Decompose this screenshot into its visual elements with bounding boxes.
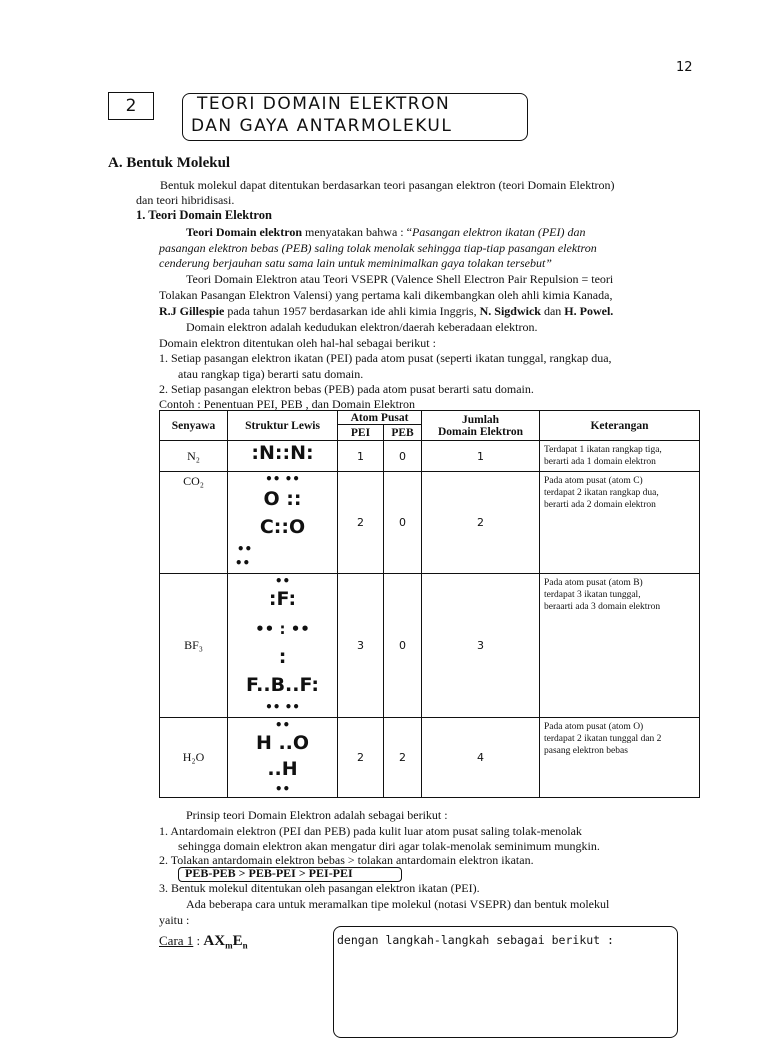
header-struktur-lewis: Struktur Lewis xyxy=(228,411,338,441)
intro-text-line-2: dan teori hibridisasi. xyxy=(136,193,235,207)
lewis-line: C::O xyxy=(259,516,306,538)
domain-definition: Domain elektron adalah kedudukan elektron/daerah keberadaan elektron. xyxy=(186,320,538,334)
chapter-title-line-1: TEORI DOMAIN ELEKTRON xyxy=(197,94,451,114)
lewis-line: F..B..F: xyxy=(245,674,320,696)
scientist-gillespie: R.J Gillespie xyxy=(159,304,225,318)
lewis-line: •• xyxy=(274,574,291,588)
principle-3: 3. Bentuk molekul ditentukan oleh pasangan elektron ikatan (PEI). xyxy=(159,881,480,895)
lewis-line: •• xyxy=(274,718,291,732)
pei-cell: 1 xyxy=(338,441,384,472)
rule-2: 2. Setiap pasangan elektron bebas (PEB) pada atom pusat berarti satu domain. xyxy=(159,382,534,396)
peb-cell: 2 xyxy=(384,718,422,798)
keterangan-cell xyxy=(540,472,700,574)
vsepr-line-3 xyxy=(159,304,613,318)
definition-connector: menyatakan bahwa : “ xyxy=(302,225,412,239)
definition-line-1 xyxy=(186,225,585,239)
jumlah-cell: 1 xyxy=(422,441,540,472)
scientist-sigdwick: N. Sigdwick xyxy=(479,304,541,318)
note-line: beraarti ada 3 domain elektron xyxy=(544,602,661,612)
header-pei: PEI xyxy=(338,425,384,441)
cara-1-steps-text: dengan langkah-langkah sebagai berikut : xyxy=(337,933,614,947)
header-jumlah-line-2: Domain Elektron xyxy=(437,425,524,438)
subsection-heading: 1. Teori Domain Elektron xyxy=(136,208,272,222)
lewis-line: O :: xyxy=(263,488,302,510)
vsepr-formula-sub-m: m xyxy=(225,940,233,951)
note-line: terdapat 3 ikatan tunggal, xyxy=(544,590,641,600)
lewis-line: : xyxy=(278,646,287,668)
note-line: terdapat 2 ikatan rangkap dua, xyxy=(544,488,659,498)
table-row xyxy=(160,718,700,798)
page-number: 12 xyxy=(676,60,693,75)
lewis-line: •• xyxy=(236,542,253,556)
lewis-line: H ..O xyxy=(255,732,310,754)
vsepr-formula-e: E xyxy=(232,933,243,949)
senyawa-cell: H₂O xyxy=(160,718,228,798)
prediction-line-1: Ada beberapa cara untuk meramalkan tipe molekul (notasi VSEPR) dan bentuk molekul xyxy=(186,897,610,911)
definition-line-3: cenderung berjauhan satu sama lain untuk meminimalkan gaya tolakan tersebut” xyxy=(159,256,552,270)
cara-1-steps-box xyxy=(333,926,678,1038)
jumlah-cell: 2 xyxy=(422,472,540,574)
lewis-line: •• : •• xyxy=(255,620,310,638)
lewis-line: :F: xyxy=(268,588,297,610)
cara-1-colon: : xyxy=(193,933,204,948)
cara-1 xyxy=(159,932,248,955)
table-row xyxy=(160,441,700,472)
table-row xyxy=(160,472,700,574)
senyawa-cell: N₂ xyxy=(160,441,228,472)
chapter-number: 2 xyxy=(108,92,154,120)
senyawa-cell: CO₂ xyxy=(160,472,228,574)
scientist-powel: H. Powel. xyxy=(564,304,614,318)
principles-intro: Prinsip teori Domain Elektron adalah sebagai berikut : xyxy=(186,808,448,822)
keterangan-cell xyxy=(540,441,700,472)
peb-cell: 0 xyxy=(384,574,422,718)
vsepr-line-3-and: dan xyxy=(540,304,565,318)
lewis-line: :N::N: xyxy=(251,442,314,464)
repulsion-order: PEB-PEB > PEB-PEI > PEI-PEI xyxy=(185,866,353,880)
pei-cell: 2 xyxy=(338,718,384,798)
vsepr-line-2: Tolakan Pasangan Elektron Valensi) yang pertama kali dikembangkan oleh ahli kimia Kanada, xyxy=(159,288,613,302)
principle-2: 2. Tolakan antardomain elektron bebas > tolakan antardomain elektron ikatan. xyxy=(159,853,534,867)
prediction-line-2: yaitu : xyxy=(159,913,190,927)
example-caption: Contoh : Penentuan PEI, PEB , dan Domain Elektron xyxy=(159,397,415,411)
lewis-line: •• •• xyxy=(265,472,300,486)
vsepr-line-3-text: pada tahun 1957 berdasarkan ide ahli kimia Inggris, xyxy=(224,304,480,318)
header-senyawa: Senyawa xyxy=(160,411,228,441)
note-line: Terdapat 1 ikatan rangkap tiga, xyxy=(544,445,662,455)
lewis-structure-n2 xyxy=(228,441,338,472)
cara-1-label: Cara 1 xyxy=(159,933,194,948)
header-atom-pusat: Atom Pusat xyxy=(338,411,422,425)
definition-term: Teori Domain elektron xyxy=(186,225,302,239)
rule-1-line-1: 1. Setiap pasangan elektron ikatan (PEI) pada atom pusat (seperti ikatan tunggal, rangkap dua, xyxy=(159,351,612,365)
peb-cell: 0 xyxy=(384,472,422,574)
note-line: terdapat 2 ikatan tunggal dan 2 xyxy=(544,734,662,744)
note-line: Pada atom pusat (atom O) xyxy=(544,722,644,732)
header-jumlah-line-1: Jumlah xyxy=(461,413,500,426)
definition-quote-start: Pasangan elektron ikatan (PEI) dan xyxy=(411,225,586,239)
lewis-line: •• •• xyxy=(265,700,300,714)
note-line: Pada atom pusat (atom C) xyxy=(544,476,643,486)
pei-cell: 3 xyxy=(338,574,384,718)
vsepr-formula-a: AX xyxy=(203,933,226,949)
note-line: berarti ada 1 domain elektron xyxy=(544,457,656,467)
lewis-line: •• xyxy=(234,556,251,570)
note-line: pasang elektron bebas xyxy=(544,746,628,756)
note-line: Pada atom pusat (atom B) xyxy=(544,578,643,588)
jumlah-cell: 4 xyxy=(422,718,540,798)
keterangan-cell xyxy=(540,718,700,798)
determined-by: Domain elektron ditentukan oleh hal-hal sebagai berikut : xyxy=(159,336,436,350)
example-table xyxy=(159,410,700,798)
note-line: berarti ada 2 domain elektron xyxy=(544,500,656,510)
intro-text-line-1: Bentuk molekul dapat ditentukan berdasarkan teori pasangan elektron (teori Domain Elektron) xyxy=(160,178,615,192)
pei-cell: 2 xyxy=(338,472,384,574)
keterangan-cell xyxy=(540,574,700,718)
header-peb: PEB xyxy=(384,425,422,441)
chapter-title-box xyxy=(182,93,528,141)
peb-cell: 0 xyxy=(384,441,422,472)
vsepr-line-1: Teori Domain Elektron atau Teori VSEPR (Valence Shell Electron Pair Repulsion = teori xyxy=(186,272,614,286)
jumlah-cell: 3 xyxy=(422,574,540,718)
definition-line-2: pasangan elektron bebas (PEB) saling tolak menolak sehingga tiap-tiap pasangan elektron xyxy=(159,241,597,255)
header-keterangan: Keterangan xyxy=(540,411,700,441)
lewis-structure-bf3 xyxy=(228,574,338,718)
rule-1-line-2: atau rangkap tiga) berarti satu domain. xyxy=(178,367,364,381)
principle-1-line-1: 1. Antardomain elektron (PEI dan PEB) pada kulit luar atom pusat saling tolak-menolak xyxy=(159,824,582,838)
lewis-structure-h2o xyxy=(228,718,338,798)
lewis-line: ..H xyxy=(267,758,298,780)
header-jumlah-domain xyxy=(422,411,540,441)
senyawa-cell: BF₃ xyxy=(160,574,228,718)
lewis-line: •• xyxy=(274,782,291,796)
lewis-structure-co2 xyxy=(228,472,338,574)
section-heading: A. Bentuk Molekul xyxy=(108,155,231,171)
principle-1-line-2: sehingga domain elektron akan mengatur diri agar tolak-menolak seminimum mungkin. xyxy=(178,839,600,853)
table-row xyxy=(160,574,700,718)
chapter-title-line-2: DAN GAYA ANTARMOLEKUL xyxy=(191,116,453,136)
vsepr-formula-sub-n: n xyxy=(242,940,248,951)
